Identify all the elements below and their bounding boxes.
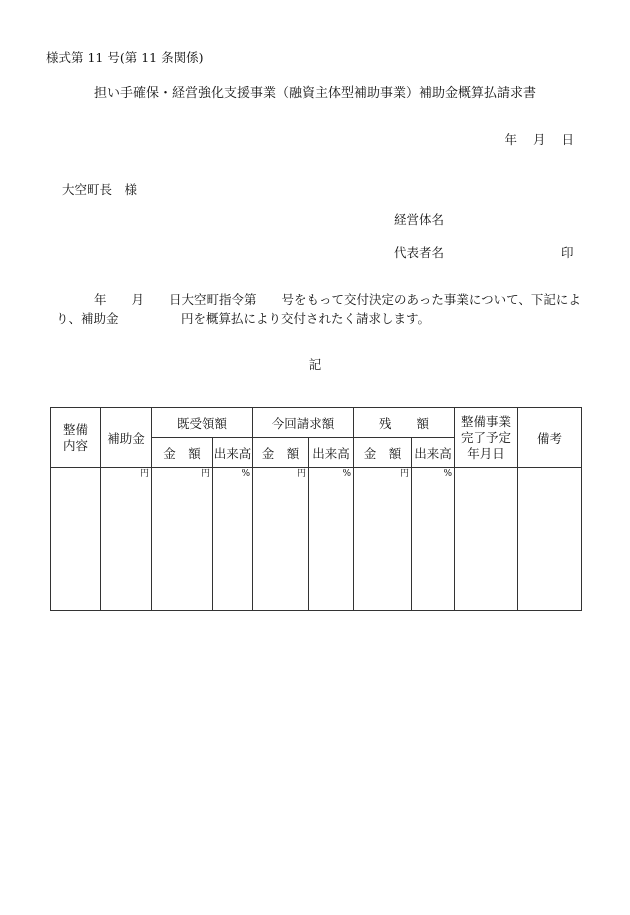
unit-yen: 円 [200, 469, 210, 479]
document-title: 担い手確保・経営強化支援事業（融資主体型補助事業）補助金概算払請求書 [93, 86, 536, 101]
organization-label: 経営体名 [394, 212, 445, 227]
unit-yen: 円 [400, 469, 410, 479]
record-mark: 記 [308, 357, 322, 372]
header-received: 既受領額 [152, 408, 253, 438]
cell-item [51, 468, 101, 611]
unit-yen: 円 [297, 469, 307, 479]
date-line [488, 130, 574, 148]
cell-current-progress [309, 468, 354, 611]
cell-current-amount [253, 468, 309, 611]
header-subsidy: 補助金 [101, 408, 152, 468]
cell-balance-progress [412, 468, 455, 611]
cell-balance-amount [354, 468, 412, 611]
cell-subsidy [101, 468, 152, 611]
sub-balance-amount: 金 額 [354, 438, 412, 468]
cell-schedule [455, 468, 518, 611]
sub-current-amount: 金 額 [253, 438, 309, 468]
sub-received-amount: 金 額 [152, 438, 213, 468]
cell-received-amount [152, 468, 213, 611]
header-schedule: 整備事業完了予定年月日 [455, 408, 518, 468]
claim-table [50, 407, 582, 611]
addressee: 大空町長 様 [62, 182, 138, 197]
form-number: 様式第 11 号(第 11 条関係) [46, 50, 204, 65]
date-day: 日 [561, 132, 574, 147]
unit-pct: % [241, 469, 251, 479]
representative-label: 代表者名 [394, 245, 445, 260]
date-year: 年 [504, 132, 517, 147]
header-item: 整備内容 [51, 408, 101, 468]
sub-balance-progress: 出来高 [412, 438, 455, 468]
unit-pct: % [342, 469, 352, 479]
cell-remarks [518, 468, 582, 611]
header-current: 今回請求額 [253, 408, 354, 438]
unit-yen: 円 [139, 469, 149, 479]
header-balance: 残 額 [354, 408, 455, 438]
header-remarks: 備考 [518, 408, 582, 468]
seal-label: 印 [561, 245, 574, 260]
sub-current-progress: 出来高 [309, 438, 354, 468]
sub-received-progress: 出来高 [213, 438, 253, 468]
date-month: 月 [532, 132, 546, 147]
body-text: 年 月 日大空町指令第 号をもって交付決定のあった事業について、下記により、補助金 円を概算払により交付されたく請求します。 [56, 292, 581, 326]
cell-received-progress [213, 468, 253, 611]
unit-pct: % [443, 469, 453, 479]
